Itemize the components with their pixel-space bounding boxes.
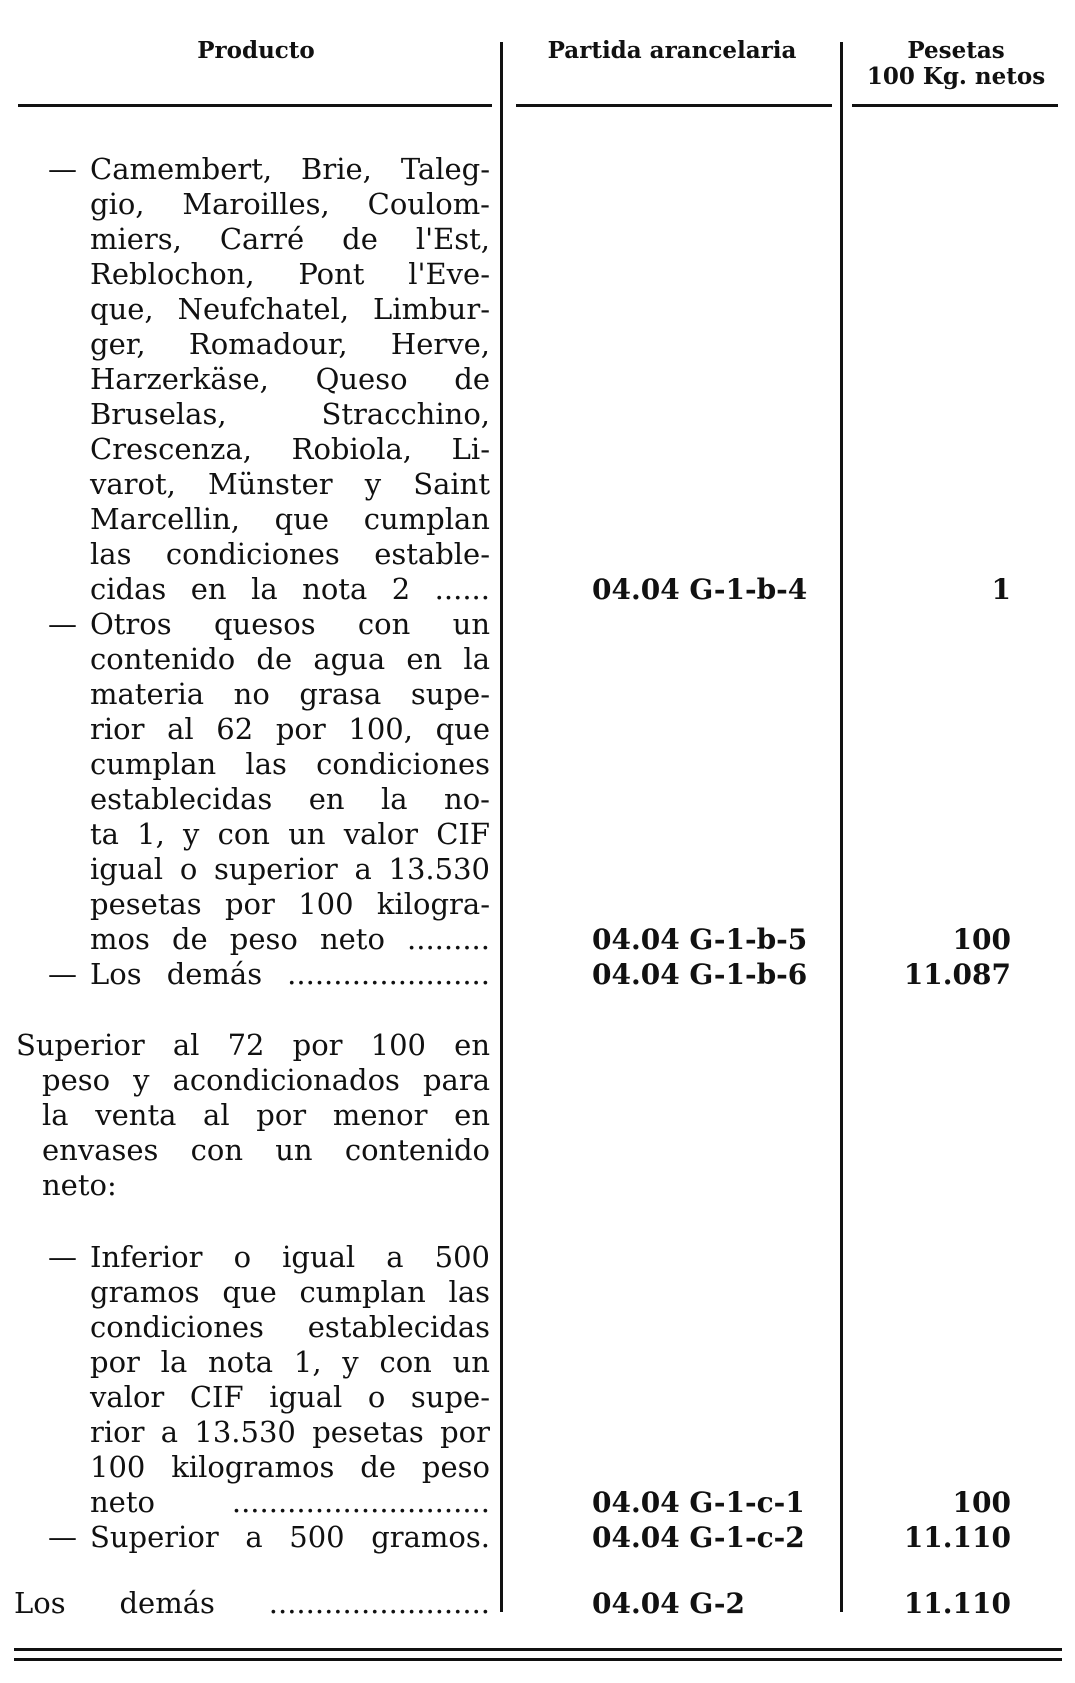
header-rule-tariff	[516, 104, 832, 107]
list-item	[90, 607, 490, 957]
row-dash: —	[48, 152, 77, 186]
text-line: varot, Münster y Saint	[90, 467, 490, 501]
tariff-code: 04.04 G-1-b-4	[592, 573, 808, 606]
text-line: por la nota 1, y con un	[90, 1345, 490, 1379]
text-line: rior al 62 por 100, que	[90, 712, 490, 746]
text-line: 100 kilogramos de peso	[90, 1450, 490, 1484]
header-tariff: Partida arancelaria	[547, 37, 797, 64]
text-line: neto:	[42, 1168, 117, 1202]
tariff-code: 04.04 G-1-b-5	[592, 923, 808, 956]
list-item	[90, 1520, 490, 1555]
list-item	[90, 957, 490, 992]
text-line: cumplan las condiciones	[90, 747, 490, 781]
row-dash: —	[48, 607, 77, 641]
price-value: 1	[991, 573, 1011, 606]
text-line: miers, Carré de l'Est,	[90, 222, 490, 256]
text-line: ger, Romadour, Herve,	[90, 327, 490, 361]
text-line: Reblochon, Pont l'Eve-	[90, 257, 490, 291]
text-line: Superior a 500 gramos.	[90, 1520, 490, 1554]
price-value: 11.110	[903, 1521, 1011, 1554]
list-item	[14, 1586, 490, 1621]
tariff-code: 04.04 G-1-c-2	[592, 1521, 805, 1554]
row-dash: —	[48, 1240, 77, 1274]
text-line: que, Neufchatel, Limbur-	[90, 292, 490, 326]
text-line: Crescenza, Robiola, Li-	[90, 432, 490, 466]
list-item	[16, 1028, 490, 1203]
tariff-code: 04.04 G-1-c-1	[592, 1486, 805, 1519]
text-line: Otros quesos con un	[90, 607, 490, 641]
text-line: peso y acondicionados para	[42, 1063, 490, 1097]
price-value: 11.110	[903, 1587, 1011, 1620]
text-line: materia no grasa supe-	[90, 677, 490, 711]
text-line: mos de peso neto .........	[90, 922, 490, 956]
header-price-line1: Pesetas	[907, 37, 1005, 64]
text-line: Bruselas, Stracchino,	[90, 397, 490, 431]
text-line: Camembert, Brie, Taleg-	[90, 152, 490, 186]
text-line: Inferior o igual a 500	[90, 1240, 490, 1274]
list-item	[90, 1240, 490, 1520]
row-dash: —	[48, 957, 77, 991]
text-line: igual o superior a 13.530	[90, 852, 490, 886]
header-price-line2: 100 Kg. netos	[866, 63, 1046, 90]
column-divider-1	[500, 42, 503, 1612]
price-value: 11.087	[903, 958, 1011, 991]
text-line: Marcellin, que cumplan	[90, 502, 490, 536]
text-line: neto ............................	[90, 1485, 490, 1519]
text-line: la venta al por menor en	[42, 1098, 490, 1132]
bottom-rule-1	[14, 1648, 1062, 1651]
text-line: gramos que cumplan las	[90, 1275, 490, 1309]
text-line: pesetas por 100 kilogra-	[90, 887, 490, 921]
text-line: ta 1, y con un valor CIF	[90, 817, 490, 851]
text-line: Harzerkäse, Queso de	[90, 362, 490, 396]
column-divider-2	[840, 42, 843, 1612]
price-value: 100	[952, 923, 1011, 956]
text-line: contenido de agua en la	[90, 642, 490, 676]
header-rule-product	[18, 104, 492, 107]
header-price	[846, 38, 1066, 90]
price-value: 100	[952, 1486, 1011, 1519]
row-dash: —	[48, 1520, 77, 1554]
text-line: rior a 13.530 pesetas por	[90, 1415, 490, 1449]
text-line: envases con un contenido	[42, 1133, 490, 1167]
text-line: Los demás ........................	[14, 1586, 490, 1620]
text-line: Los demás ......................	[90, 957, 490, 991]
text-line: condiciones establecidas	[90, 1310, 490, 1344]
text-line: gio, Maroilles, Coulom-	[90, 187, 490, 221]
tariff-code: 04.04 G-1-b-6	[592, 958, 808, 991]
text-line: valor CIF igual o supe-	[90, 1380, 490, 1414]
header-product: Producto	[197, 37, 315, 64]
text-line: cidas en la nota 2 ......	[90, 572, 490, 606]
list-item	[90, 152, 490, 607]
text-line: Superior al 72 por 100 en	[16, 1028, 490, 1062]
tariff-code: 04.04 G-2	[592, 1587, 745, 1620]
text-line: establecidas en la no-	[90, 782, 490, 816]
bottom-rule-2	[14, 1658, 1062, 1661]
header-rule-price	[852, 104, 1058, 107]
text-line: las condiciones estable-	[90, 537, 490, 571]
